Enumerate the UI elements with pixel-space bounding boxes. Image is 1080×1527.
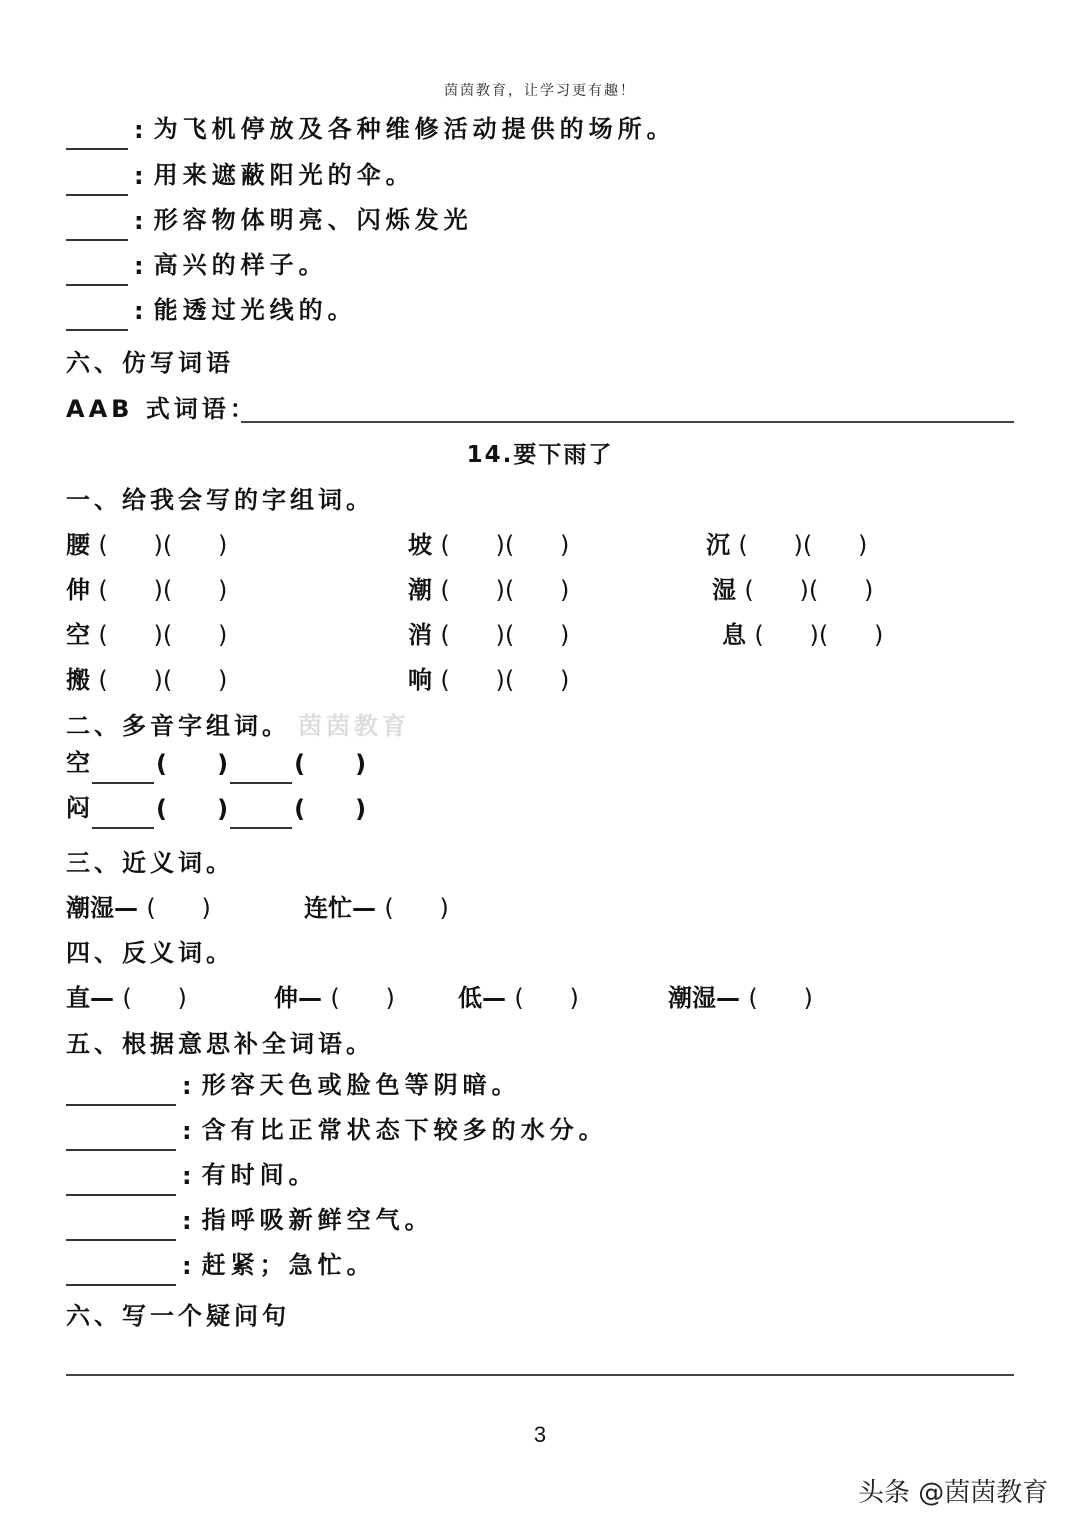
section-title: 五、根据意思补全词语。	[66, 1030, 374, 1058]
synonym-item: 潮湿— ( )	[66, 894, 211, 922]
answer-blank[interactable]	[66, 209, 128, 241]
page-number: 3	[533, 1422, 547, 1447]
answer-blank[interactable]	[230, 797, 292, 829]
definition-row: : 形容天色或脸色等阴暗。	[66, 1066, 521, 1106]
section-title: 六、写一个疑问句	[66, 1302, 290, 1330]
definition-text: 含有比正常状态下较多的水分。	[201, 1116, 608, 1144]
section-title: 二、多音字组词。 茵茵教育	[66, 712, 410, 740]
answer-blank[interactable]	[66, 164, 128, 196]
answer-parens[interactable]: ( )	[514, 984, 579, 1012]
answer-blank[interactable]	[66, 1209, 176, 1241]
char-item: 消 ( )( )	[408, 621, 570, 649]
char-item: 搬 ( )( )	[66, 666, 228, 694]
definition-text: 高兴的样子。	[153, 251, 328, 279]
definition-row: : 高兴的样子。	[66, 246, 328, 286]
answer-parens[interactable]: ( )	[156, 750, 229, 778]
definition-text: 为飞机停放及各种维修活动提供的场所。	[153, 115, 676, 143]
char-item: 腰 ( )( )	[66, 531, 228, 559]
definition-row: : 能透过光线的。	[66, 291, 357, 331]
antonym-item: 潮湿— ( )	[668, 984, 813, 1012]
lesson-title: 14.要下雨了	[466, 442, 614, 468]
answer-parens[interactable]: ( )	[748, 984, 813, 1012]
section-title: 三、近义词。	[66, 849, 234, 877]
definition-text: 能透过光线的。	[153, 296, 357, 324]
answer-blank[interactable]	[66, 1119, 176, 1151]
answer-parens[interactable]: ( )( )	[98, 531, 228, 559]
char-item: 空 ( )( )	[66, 621, 228, 649]
char-item: 沉 ( )( )	[706, 531, 868, 559]
answer-line[interactable]	[66, 1374, 1014, 1376]
answer-parens[interactable]: ( )	[146, 894, 211, 922]
char-item: 息 ( )( )	[722, 621, 884, 649]
polyphone-row: 空 ( ) ( )	[66, 744, 366, 784]
answer-blank[interactable]	[66, 299, 128, 331]
antonym-item: 直— ( )	[66, 984, 187, 1012]
answer-parens[interactable]: ( )	[294, 750, 367, 778]
answer-parens[interactable]: ( )	[330, 984, 395, 1012]
answer-blank[interactable]	[66, 1254, 176, 1286]
char-item: 潮 ( )( )	[408, 576, 570, 604]
definition-row: : 为飞机停放及各种维修活动提供的场所。	[66, 110, 676, 150]
page-header: 茵茵教育，让学习更有趣！	[444, 83, 636, 99]
answer-parens[interactable]: ( )( )	[738, 531, 868, 559]
source-watermark: 头条 @茵茵教育	[858, 1478, 1049, 1508]
char-item: 湿 ( )( )	[712, 576, 874, 604]
aab-label: AAB 式词语：	[66, 395, 258, 423]
definition-row: : 指呼吸新鲜空气。	[66, 1201, 434, 1241]
definition-text: 形容天色或脸色等阴暗。	[201, 1071, 521, 1099]
answer-parens[interactable]: ( )( )	[754, 621, 884, 649]
answer-parens[interactable]: ( )( )	[98, 576, 228, 604]
answer-parens[interactable]: ( )	[294, 795, 367, 823]
answer-blank[interactable]	[92, 797, 154, 829]
section-title: 四、反义词。	[66, 939, 234, 967]
definition-text: 有时间。	[201, 1161, 318, 1189]
section-title: 一、给我会写的字组词。	[66, 486, 374, 514]
answer-blank[interactable]	[66, 1164, 176, 1196]
synonym-item: 连忙— ( )	[304, 894, 449, 922]
answer-blank[interactable]	[230, 752, 292, 784]
char-item: 坡 ( )( )	[408, 531, 570, 559]
definition-row: : 含有比正常状态下较多的水分。	[66, 1111, 608, 1151]
answer-parens[interactable]: ( )( )	[440, 666, 570, 694]
answer-blank[interactable]	[66, 1074, 176, 1106]
answer-parens[interactable]: ( )( )	[440, 621, 570, 649]
answer-parens[interactable]: ( )( )	[98, 666, 228, 694]
answer-blank[interactable]	[66, 118, 128, 150]
answer-parens[interactable]: ( )( )	[98, 621, 228, 649]
answer-parens[interactable]: ( )( )	[440, 576, 570, 604]
section-title: 六、仿写词语	[66, 349, 234, 377]
answer-line[interactable]	[241, 421, 1014, 423]
answer-blank[interactable]	[92, 752, 154, 784]
definition-row: : 用来遮蔽阳光的伞。	[66, 156, 415, 196]
answer-blank[interactable]	[66, 254, 128, 286]
answer-parens[interactable]: ( )( )	[744, 576, 874, 604]
antonym-item: 伸— ( )	[274, 984, 395, 1012]
definition-row: : 赶紧；急忙。	[66, 1246, 376, 1286]
definition-text: 形容物体明亮、闪烁发光	[153, 206, 473, 234]
antonym-item: 低— ( )	[458, 984, 579, 1012]
definition-text: 用来遮蔽阳光的伞。	[153, 161, 415, 189]
answer-parens[interactable]: ( )	[122, 984, 187, 1012]
definition-text: 指呼吸新鲜空气。	[201, 1206, 434, 1234]
definition-text: 赶紧；急忙。	[201, 1251, 376, 1279]
char-item: 伸 ( )( )	[66, 576, 228, 604]
answer-parens[interactable]: ( )( )	[440, 531, 570, 559]
watermark: 茵茵教育	[298, 712, 410, 740]
polyphone-row: 闷 ( ) ( )	[66, 789, 366, 829]
answer-parens[interactable]: ( )	[156, 795, 229, 823]
char-item: 响 ( )( )	[408, 666, 570, 694]
definition-row: : 形容物体明亮、闪烁发光	[66, 201, 473, 241]
definition-row: : 有时间。	[66, 1156, 318, 1196]
answer-parens[interactable]: ( )	[384, 894, 449, 922]
